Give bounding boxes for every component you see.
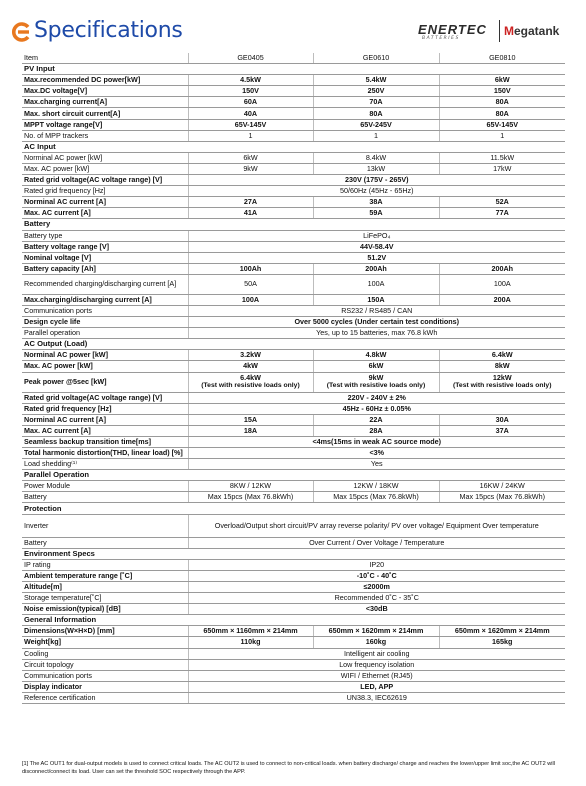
table-row (22, 130, 565, 141)
table-row (22, 361, 565, 372)
row-label: Display indicator (22, 681, 188, 692)
row-label: Max. AC power [kW] (22, 163, 188, 174)
row-label: Seamless backup transition time[ms] (22, 436, 188, 447)
row-value-ge0810: 11.5kW (439, 152, 565, 163)
row-value-main: 9kW (368, 373, 384, 383)
section-header-row (22, 219, 565, 230)
section-header-row (22, 339, 565, 350)
row-value-ge0810: 17kW (439, 163, 565, 174)
row-label: Max.DC voltage[V] (22, 86, 188, 97)
row-value-main: 6.4kW (240, 373, 261, 383)
table-row (22, 403, 565, 414)
table-row (22, 670, 565, 681)
table-row (22, 436, 565, 447)
table-row (22, 241, 565, 252)
row-value-ge0405: 15A (188, 414, 313, 425)
row-value-ge0405 (188, 372, 313, 392)
table-row (22, 681, 565, 692)
table-row (22, 230, 565, 241)
row-value-ge0610: 70A (313, 97, 439, 108)
row-value-ge0810: 80A (439, 108, 565, 119)
row-label: Battery capacity [Ah] (22, 263, 188, 274)
row-value-all-models: -10˚C - 40˚C (188, 570, 565, 581)
table-row (22, 350, 565, 361)
table-row (22, 581, 565, 592)
row-label: Norminal AC current [A] (22, 197, 188, 208)
row-label: Rated grid frequency [Hz] (22, 403, 188, 414)
row-value-ge0610: Max 15pcs (Max 76.8kWh) (313, 492, 439, 503)
row-value-all-models: LiFePO₄ (188, 230, 565, 241)
table-row (22, 659, 565, 670)
row-label: Max. AC current [A] (22, 208, 188, 219)
row-value-ge0810: 37A (439, 425, 565, 436)
row-value-all-models: IP20 (188, 559, 565, 570)
row-value-ge0610: 200Ah (313, 263, 439, 274)
row-value-ge0810: 1 (439, 130, 565, 141)
section-title: Battery (22, 219, 565, 230)
table-row (22, 448, 565, 459)
row-value-ge0610: 13kW (313, 163, 439, 174)
table-row (22, 305, 565, 316)
page-title: Specifications (34, 18, 183, 43)
row-value-all-models: 230V (175V - 265V) (188, 175, 565, 186)
row-label: Communication ports (22, 670, 188, 681)
table-row (22, 481, 565, 492)
megatank-logo-rest: egatank (514, 24, 560, 38)
row-value-ge0810: 165kg (439, 637, 565, 648)
row-label: Storage temperature[˚C] (22, 593, 188, 604)
table-row (22, 692, 565, 703)
table-row (22, 414, 565, 425)
table-row (22, 559, 565, 570)
table-row (22, 274, 565, 294)
row-value-ge0810: 30A (439, 414, 565, 425)
table-row (22, 514, 565, 537)
row-value-ge0405: 27A (188, 197, 313, 208)
row-label: MPPT voltage range[V] (22, 119, 188, 130)
table-row (22, 328, 565, 339)
enertec-logo-sub: BATTERIES (422, 36, 460, 41)
row-value-ge0405: 100Ah (188, 263, 313, 274)
section-title: AC Input (22, 141, 565, 152)
row-label: Ambient temperature range [˚C] (22, 570, 188, 581)
row-value-ge0610: 28A (313, 425, 439, 436)
row-value-ge0610 (313, 372, 439, 392)
brand-divider (499, 20, 500, 42)
row-value-ge0405: 18A (188, 425, 313, 436)
table-row (22, 86, 565, 97)
row-label: Peak power @5sec [kW] (22, 372, 188, 392)
row-value-ge0405: 40A (188, 108, 313, 119)
row-label: Cooling (22, 648, 188, 659)
section-header-row (22, 548, 565, 559)
page-header (0, 0, 586, 50)
row-value-note: (Test with resistive loads only) (453, 382, 552, 390)
section-title: PV Input (22, 64, 565, 75)
row-value-all-models: Over Current / Over Voltage / Temperature (188, 537, 565, 548)
table-row (22, 163, 565, 174)
table-row (22, 152, 565, 163)
row-value-ge0810 (439, 372, 565, 392)
row-label: Inverter (22, 514, 188, 537)
table-row (22, 97, 565, 108)
row-value-main: 12kW (492, 373, 512, 383)
row-value-all-models: Recommended 0˚C - 35˚C (188, 593, 565, 604)
brand-e-logo-icon (12, 22, 32, 42)
row-label: Parallel operation (22, 328, 188, 339)
row-value-ge0610: 22A (313, 414, 439, 425)
megatank-logo (504, 24, 559, 38)
section-title: General Information (22, 615, 565, 626)
row-label: Design cycle life (22, 317, 188, 328)
table-row (22, 252, 565, 263)
table-row (22, 492, 565, 503)
row-value-ge0810: 150V (439, 86, 565, 97)
row-value-all-models: 50/60Hz (45Hz - 65Hz) (188, 186, 565, 197)
section-header-row (22, 141, 565, 152)
row-value-all-models: Low frequency isolation (188, 659, 565, 670)
row-label: Dimensions(W×H×D) [mm] (22, 626, 188, 637)
row-value-all-models: <3% (188, 448, 565, 459)
table-row (22, 372, 565, 392)
section-header-row (22, 64, 565, 75)
row-value-ge0810: 200A (439, 294, 565, 305)
row-value-ge0610: 59A (313, 208, 439, 219)
table-row (22, 317, 565, 328)
row-value-ge0810: 100A (439, 274, 565, 294)
section-header-row (22, 615, 565, 626)
table-row (22, 75, 565, 86)
row-value-all-models: Overload/Output short circuit/PV array reverse polarity/ PV over voltage/ Equipment Over temperature (188, 514, 565, 537)
row-value-note: (Test with resistive loads only) (201, 382, 300, 390)
row-label: Max. AC power [kW] (22, 361, 188, 372)
table-row (22, 208, 565, 219)
row-value-ge0405: 3.2kW (188, 350, 313, 361)
row-value-ge0610: 38A (313, 197, 439, 208)
column-header-ge0405: GE0405 (188, 53, 313, 64)
specifications-table (22, 53, 565, 704)
row-label: Norminal AC power [kW] (22, 152, 188, 163)
row-value-ge0610: 650mm × 1620mm × 214mm (313, 626, 439, 637)
table-row (22, 119, 565, 130)
row-value-ge0405: 150V (188, 86, 313, 97)
table-row (22, 294, 565, 305)
row-value-ge0610: 4.8kW (313, 350, 439, 361)
row-value-all-models: RS232 / RS485 / CAN (188, 305, 565, 316)
section-title: AC Output (Load) (22, 339, 565, 350)
row-value-ge0405: 60A (188, 97, 313, 108)
section-header-row (22, 470, 565, 481)
row-value-ge0810: 80A (439, 97, 565, 108)
row-value-all-models: Yes (188, 459, 565, 470)
row-value-all-models: 220V - 240V ± 2% (188, 392, 565, 403)
row-label: Total harmonic distortion(THD, linear load) [%] (22, 448, 188, 459)
section-title: Parallel Operation (22, 470, 565, 481)
row-label: Altitude[m] (22, 581, 188, 592)
row-value-ge0405: 650mm × 1160mm × 214mm (188, 626, 313, 637)
table-row (22, 648, 565, 659)
row-label: Power Module (22, 481, 188, 492)
row-label: Recommended charging/discharging current [A] (22, 274, 188, 294)
table-row (22, 263, 565, 274)
row-label: Noise emission(typical) [dB] (22, 604, 188, 615)
row-value-ge0810: 8kW (439, 361, 565, 372)
row-value-ge0610: 250V (313, 86, 439, 97)
row-label: Rated grid voltage(AC voltage range) [V] (22, 175, 188, 186)
table-row (22, 186, 565, 197)
table-row (22, 108, 565, 119)
row-label: No. of MPP trackers (22, 130, 188, 141)
footnote: [1] The AC OUT1 for dual-output models is used to connect critical loads. The AC OUT2 is used to connect to non-critical loads. when battery discharge/ charge and reaches the lower/upper limit soc,the AC OUT2 will disconnect/connect its load. User can set the threshold SOC respectively through the APP. (22, 761, 556, 775)
row-value-ge0405: 4kW (188, 361, 313, 372)
table-row (22, 425, 565, 436)
row-label: Circuit topology (22, 659, 188, 670)
row-value-ge0610: 5.4kW (313, 75, 439, 86)
specifications-table-body (22, 53, 565, 703)
table-row (22, 537, 565, 548)
table-row (22, 197, 565, 208)
row-label: Load shedding⁽¹⁾ (22, 459, 188, 470)
row-value-ge0810: Max 15pcs (Max 76.8kWh) (439, 492, 565, 503)
row-label: Battery voltage range [V] (22, 241, 188, 252)
row-value-all-models: 45Hz - 60Hz ± 0.05% (188, 403, 565, 414)
table-row (22, 459, 565, 470)
column-header-item: Item (22, 53, 188, 64)
row-label: Max. AC current [A] (22, 425, 188, 436)
column-header-ge0810: GE0810 (439, 53, 565, 64)
row-label: Battery (22, 492, 188, 503)
column-header-ge0610: GE0610 (313, 53, 439, 64)
row-value-ge0610: 6kW (313, 361, 439, 372)
row-label: Max. short circuit current[A] (22, 108, 188, 119)
table-row (22, 637, 565, 648)
row-value-all-models: <30dB (188, 604, 565, 615)
megatank-logo-m: M (504, 24, 514, 38)
section-title: Protection (22, 503, 565, 514)
row-value-ge0405: 8KW / 12KW (188, 481, 313, 492)
row-label: Rated grid voltage(AC voltage range) [V] (22, 392, 188, 403)
row-label: Battery (22, 537, 188, 548)
row-value-ge0610: 160kg (313, 637, 439, 648)
row-label: Norminal AC power [kW] (22, 350, 188, 361)
row-value-ge0405: 110kg (188, 637, 313, 648)
section-title: Environment Specs (22, 548, 565, 559)
table-row (22, 392, 565, 403)
row-value-ge0610: 1 (313, 130, 439, 141)
row-value-ge0610: 8.4kW (313, 152, 439, 163)
row-value-all-models: WIFI / Ethernet (RJ45) (188, 670, 565, 681)
row-value-ge0810: 65V-145V (439, 119, 565, 130)
row-value-all-models: Over 5000 cycles (Under certain test conditions) (188, 317, 565, 328)
row-value-all-models: LED, APP (188, 681, 565, 692)
row-value-all-models: 51.2V (188, 252, 565, 263)
row-value-ge0810: 6kW (439, 75, 565, 86)
row-value-ge0810: 650mm × 1620mm × 214mm (439, 626, 565, 637)
row-label: Weight[kg] (22, 637, 188, 648)
row-value-ge0610: 65V-245V (313, 119, 439, 130)
row-value-ge0405: 65V-145V (188, 119, 313, 130)
row-label: Max.charging/discharging current [A] (22, 294, 188, 305)
row-value-all-models: 44V-58.4V (188, 241, 565, 252)
row-label: Max.charging current[A] (22, 97, 188, 108)
enertec-logo: ENERTEC (418, 22, 487, 37)
row-value-all-models: Yes, up to 15 batteries, max 76.8 kWh (188, 328, 565, 339)
table-row (22, 604, 565, 615)
row-value-all-models: Intelligent air cooling (188, 648, 565, 659)
table-row (22, 626, 565, 637)
row-value-all-models: ≤2000m (188, 581, 565, 592)
table-header-row (22, 53, 565, 64)
row-value-ge0610: 150A (313, 294, 439, 305)
row-value-ge0810: 16KW / 24KW (439, 481, 565, 492)
table-row (22, 175, 565, 186)
row-value-ge0405: 9kW (188, 163, 313, 174)
section-header-row (22, 503, 565, 514)
row-value-note: (Test with resistive loads only) (326, 382, 426, 390)
row-label: IP rating (22, 559, 188, 570)
row-label: Battery type (22, 230, 188, 241)
table-row (22, 593, 565, 604)
row-value-ge0810: 77A (439, 208, 565, 219)
row-value-ge0405: 4.5kW (188, 75, 313, 86)
table-row (22, 570, 565, 581)
row-value-ge0405: 100A (188, 294, 313, 305)
row-label: Norminal AC current [A] (22, 414, 188, 425)
row-label: Max.recommended DC power[kW] (22, 75, 188, 86)
row-value-ge0610: 100A (313, 274, 439, 294)
row-label: Communication ports (22, 305, 188, 316)
row-value-ge0810: 6.4kW (439, 350, 565, 361)
row-value-all-models: UN38.3, IEC62619 (188, 692, 565, 703)
row-value-ge0610: 12KW / 18KW (313, 481, 439, 492)
row-label: Reference certification (22, 692, 188, 703)
row-value-ge0405: 1 (188, 130, 313, 141)
row-value-ge0405: 41A (188, 208, 313, 219)
row-value-ge0610: 80A (313, 108, 439, 119)
row-value-ge0810: 52A (439, 197, 565, 208)
row-label: Nominal voltage [V] (22, 252, 188, 263)
row-value-ge0810: 200Ah (439, 263, 565, 274)
row-value-ge0405: 50A (188, 274, 313, 294)
row-label: Rated grid frequency [Hz] (22, 186, 188, 197)
row-value-ge0405: Max 15pcs (Max 76.8kWh) (188, 492, 313, 503)
row-value-all-models: <4ms(15ms in weak AC source mode) (188, 436, 565, 447)
row-value-ge0405: 6kW (188, 152, 313, 163)
